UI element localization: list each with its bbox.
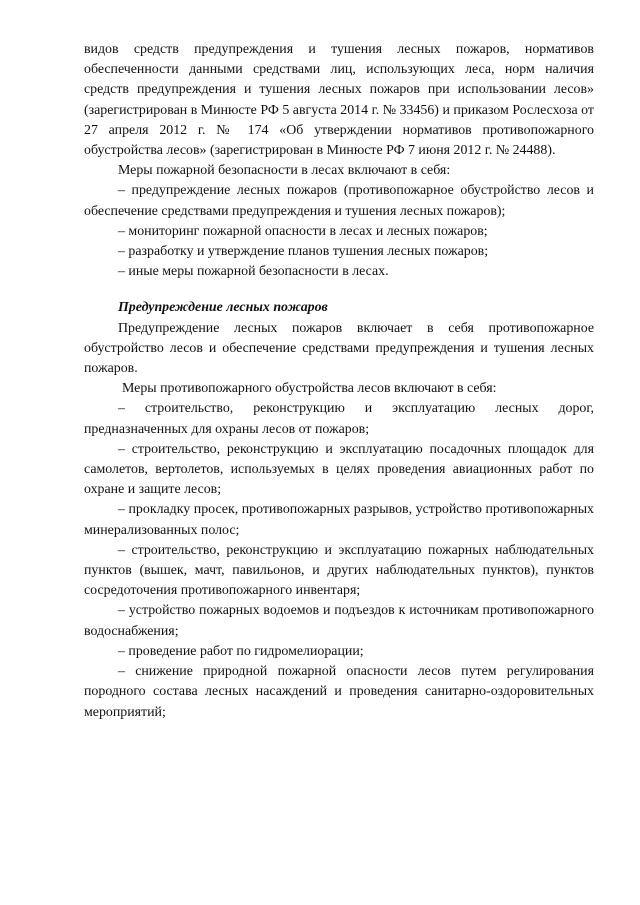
list-item: – проведение работ по гидромелиорации; (118, 643, 364, 659)
list-item: – прокладку просек, противопожарных разрывов, устройство противопожарных минерализованных полос; (84, 502, 594, 538)
list-item: – предупреждение лесных пожаров (противопожарное обустройство лесов и обеспечение средствами предупреждения и тушения лесных пожаров); (84, 183, 594, 219)
section-heading: Предупреждение лесных пожаров (118, 300, 328, 316)
list-item: – иные меры пожарной безопасности в лесах. (118, 264, 389, 280)
measures-intro: Меры пожарной безопасности в лесах включают в себя: (118, 163, 451, 179)
document-page (84, 40, 594, 723)
list-item: – строительство, реконструкцию и эксплуатацию посадочных площадок для самолетов, вертолетов, используемых в целях проведения авиационных работ по охране и защите лесов; (84, 441, 594, 498)
list-item: – снижение природной пожарной опасности лесов путем регулирования породного состава лесных насаждений и проведения санитарно-оздоровительных мероприятий; (84, 664, 594, 720)
intro-paragraph: видов средств предупреждения и тушения лесных пожаров, нормативов обеспеченности данными средствами лиц, использующих леса, норм наличия средств предупреждения и тушения лесных пожаров при использовании лесов» (зарегистрирован в Минюсте РФ 5 августа 2014 г. № 33456) и приказом Рослесхоза от 27 апреля 2012 г. № 174 «Об утверждении нормативов противопожарного обустройства лесов» (зарегистрирован в Минюсте РФ 7 июня 2012 г. № 24488). (84, 42, 594, 159)
list-item: – разработку и утверждение планов тушения лесных пожаров; (118, 244, 489, 260)
list-item: – строительство, реконструкцию и эксплуатацию пожарных наблюдательных пунктов (вышек, мачт, павильонов, и других наблюдательных пунктов), пунктов сосредоточения противопожарного инвентаря; (84, 542, 594, 599)
section-intro: Предупреждение лесных пожаров включает в себя противопожарное обустройство лесов и обеспечение средствами предупреждения и тушения лесных пожаров. (84, 320, 594, 377)
list-item: – мониторинг пожарной опасности в лесах и лесных пожаров; (118, 223, 488, 239)
list-item: – устройство пожарных водоемов и подъездов к источникам противопожарного водоснабжения; (84, 603, 594, 639)
list-item: – строительство, реконструкцию и эксплуатацию лесных дорог, предназначенных для охраны лесов от пожаров; (84, 401, 594, 437)
arrangement-intro: Меры противопожарного обустройства лесов включают в себя: (122, 381, 497, 397)
